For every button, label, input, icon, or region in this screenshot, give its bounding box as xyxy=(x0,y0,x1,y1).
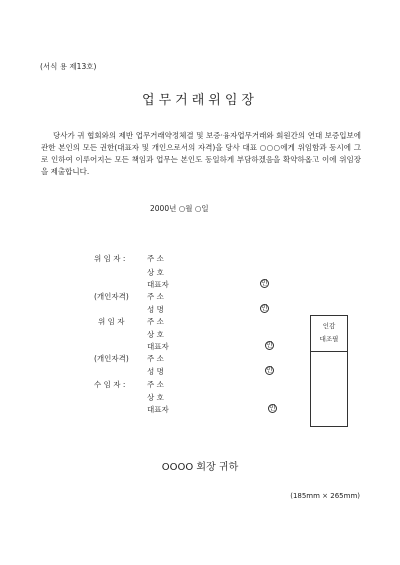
seal-verification-box xyxy=(310,315,348,427)
section-heading-individual: (개인자격) xyxy=(94,292,129,301)
field-label-company: 상 호 xyxy=(147,393,164,402)
field-label-address: 주 소 xyxy=(147,317,164,326)
field-label-company: 상 호 xyxy=(147,268,164,277)
seal-mark-icon: 인 xyxy=(269,404,276,412)
seal-mark-icon: 인 xyxy=(266,341,273,349)
field-label-address: 주 소 xyxy=(147,354,164,363)
seal-mark-icon: 인 xyxy=(261,304,268,312)
section-heading-delegator: 위 임 자 xyxy=(98,317,125,326)
seal-mark-icon: 인 xyxy=(266,366,273,374)
seal-mark-icon: 인 xyxy=(261,279,268,287)
seal-box-divider xyxy=(311,351,347,352)
field-label-address: 주 소 xyxy=(147,380,164,389)
seal-box-label-seal: 인감 xyxy=(322,322,336,330)
document-title: 업무거래위임장 xyxy=(142,93,258,108)
field-label-representative: 대표자 xyxy=(147,342,169,351)
field-label-company: 상 호 xyxy=(147,330,164,339)
body-paragraph: 당사가 귀 협회와의 제반 업무거래약정체결 및 보증·융자업무거래와 회원간의 연대 보증입보에 관한 본인의 모든 권한(대표자 및 개인으로서의 자격)을 당사 대표 ○○○에게 위임함과 동시에 그로 인하여 이루어지는 모든 책임과 업무는 본인도 동일하게 부담하겠음을 확약하옵고 이에 위임장을 제출합니다. xyxy=(41,131,361,176)
recipient-line: OOOO 회장 귀하 xyxy=(161,462,239,473)
field-label-address: 주 소 xyxy=(147,254,164,263)
form-number: (서식 용 제13호) xyxy=(40,62,97,71)
field-label-name: 성 명 xyxy=(147,305,164,314)
paper-size-note: (185mm × 265mm) xyxy=(290,492,360,500)
field-label-representative: 대표자 xyxy=(147,280,169,289)
section-heading-individual: (개인자격) xyxy=(94,354,129,363)
field-label-name: 성 명 xyxy=(147,367,164,376)
section-heading-delegator: 위 임 자 : xyxy=(94,254,126,263)
section-heading-delegate: 수 임 자 : xyxy=(94,380,126,389)
field-label-representative: 대표자 xyxy=(147,405,169,414)
seal-box-label-verified: 대조필 xyxy=(319,335,339,343)
date-line: 2000년 ○월 ○일 xyxy=(150,204,209,213)
field-label-address: 주 소 xyxy=(147,292,164,301)
